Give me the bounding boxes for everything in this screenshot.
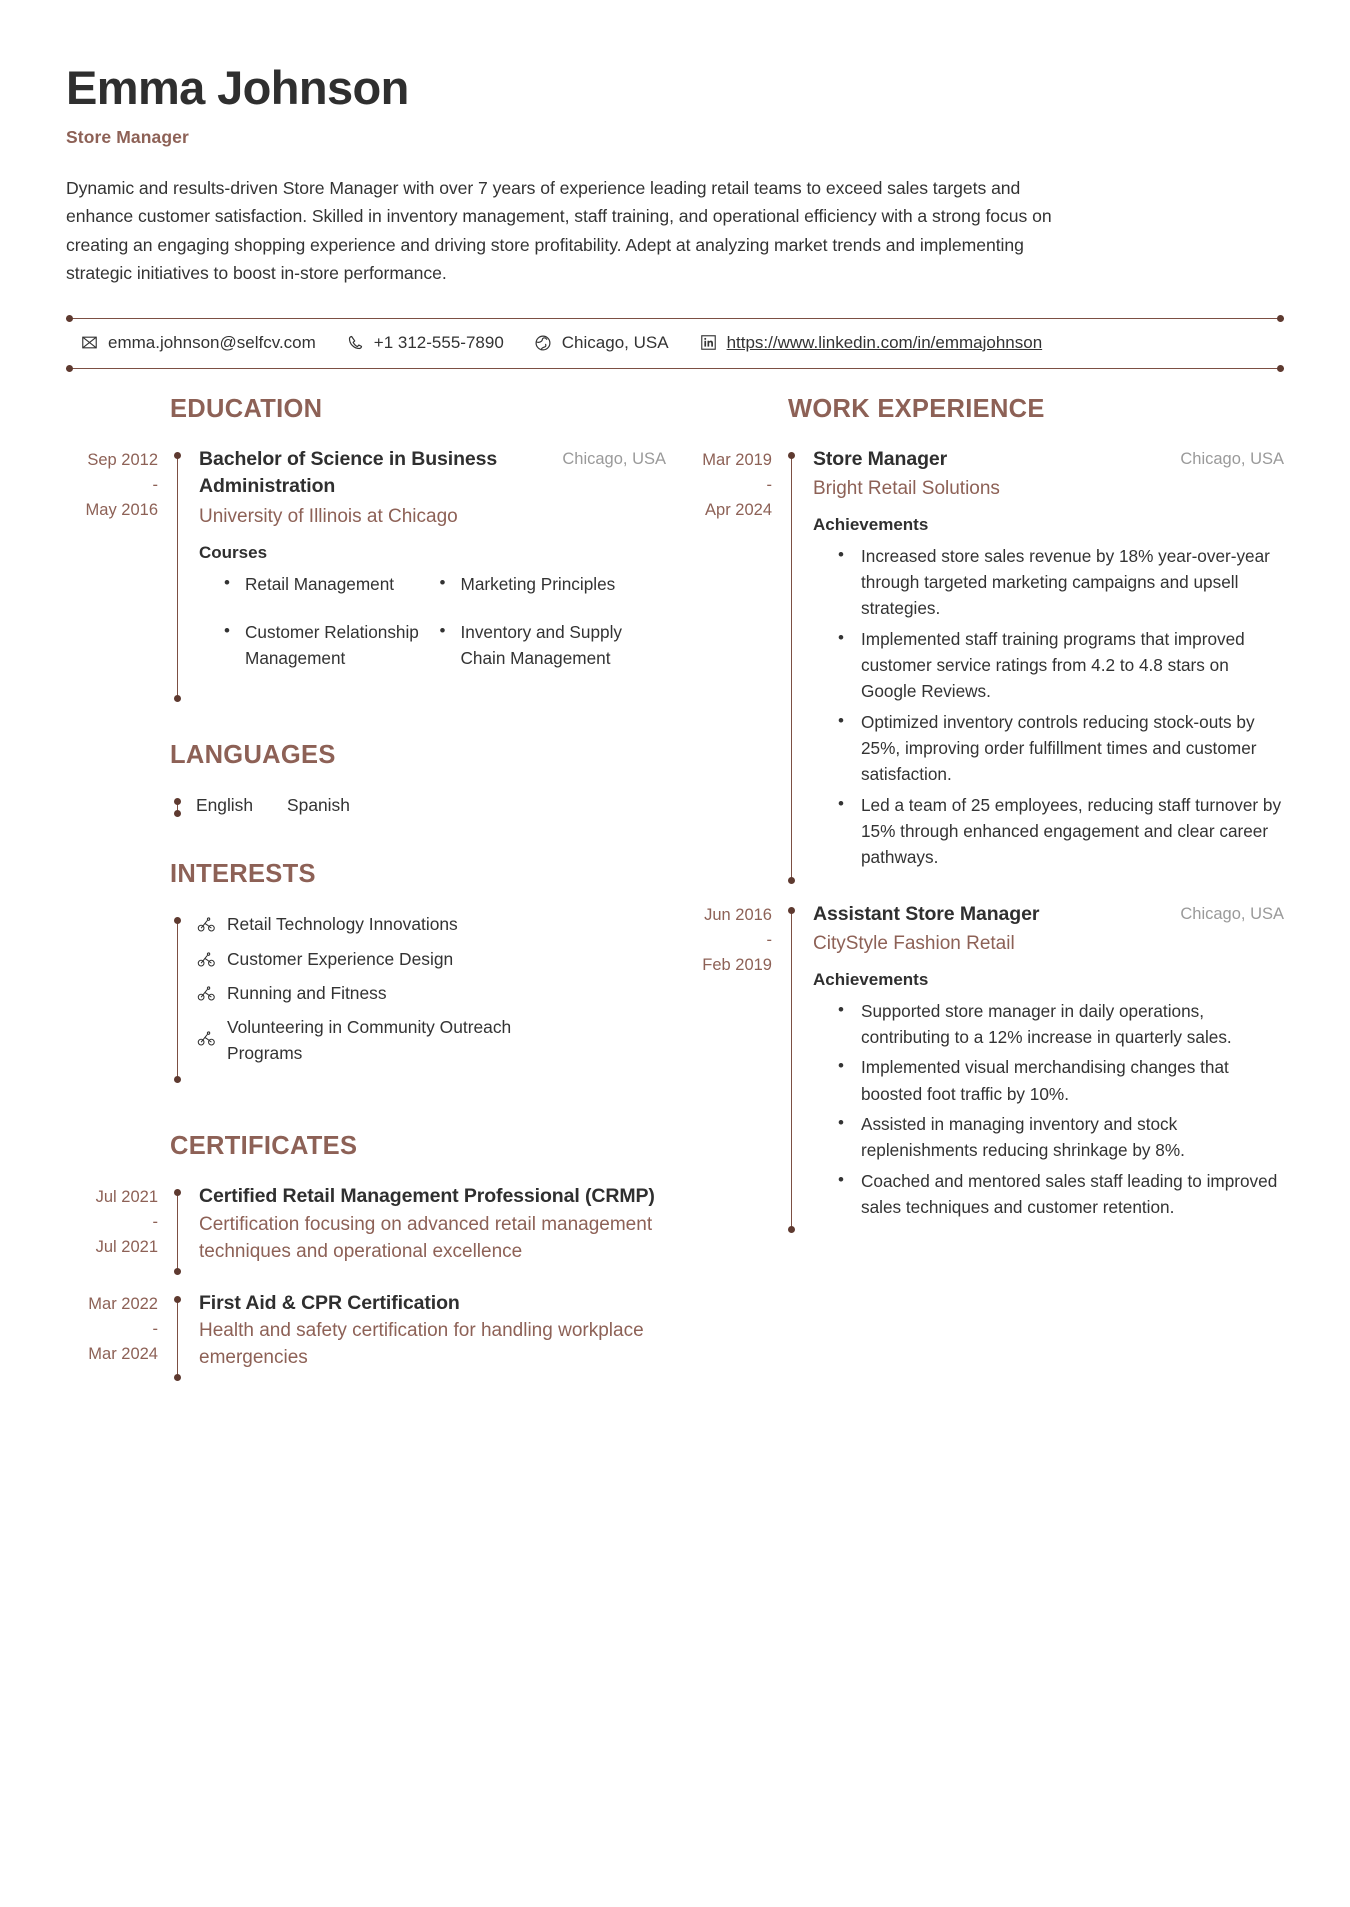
interest-item <box>196 911 666 937</box>
work-entry-body <box>801 901 1284 1235</box>
languages-entry-body <box>187 792 666 818</box>
achievement-item: • Assisted in managing inventory and stock replenishments reducing shrinkage by 8%. <box>859 1111 1284 1164</box>
work-entry-head <box>813 446 1284 503</box>
education-entry-dates <box>66 446 158 704</box>
timeline-bar <box>791 910 792 1231</box>
contact-location[interactable] <box>534 333 669 353</box>
course-item: • Retail Management <box>245 571 451 597</box>
linkedin-icon <box>699 333 718 352</box>
courses-grid <box>199 571 666 694</box>
work-entry-body <box>801 446 1284 885</box>
profile-summary: Dynamic and results-driven Store Manager with over 7 years of experience leading retail teams to exceed sales targets and enhance customer satisfaction. Skilled in inventory management, staff training, and operational efficiency with a strong focus on creating an engaging shopping experience and driving store profitability. Adept at analyzing market trends and implementing strategic initiatives to boost in-store performance. <box>66 177 1052 284</box>
achievement-item: • Supported store manager in daily operations, contributing to a 12% increase in quarterly sales. <box>859 998 1284 1051</box>
section-education <box>66 395 666 704</box>
contact-location-text: Chicago, USA <box>561 332 669 352</box>
work-entry <box>680 901 1284 1235</box>
interests-entry <box>66 911 666 1084</box>
timeline-marker <box>170 792 187 818</box>
date-end: May 2016 <box>85 500 158 519</box>
envelope-icon <box>80 333 99 352</box>
timeline-dot-bottom <box>174 1374 181 1381</box>
achievements-heading: Achievements <box>813 514 929 534</box>
timeline-dot-top <box>174 452 181 459</box>
section-title-work-experience: WORK EXPERIENCE <box>788 394 1045 423</box>
achievements-list <box>813 543 1284 871</box>
section-title-interests: INTERESTS <box>170 860 316 889</box>
language-item: Spanish <box>287 795 350 816</box>
certificate-description: Certification focusing on advanced retail management techniques and operational excellence <box>199 1213 653 1262</box>
section-interests <box>66 860 666 1084</box>
timeline-dot-top <box>174 917 181 924</box>
timeline-bar <box>177 1192 178 1272</box>
interest-label: Retail Technology Innovations <box>227 914 458 935</box>
education-entry-head <box>199 446 666 531</box>
section-certificates <box>66 1132 666 1382</box>
course-item: • Inventory and Supply Chain Management <box>461 619 667 672</box>
contact-phone[interactable] <box>346 333 504 353</box>
date-dash: - <box>152 475 158 494</box>
timeline-dot-top <box>788 452 795 459</box>
timeline-marker <box>784 446 801 885</box>
timeline-bar <box>791 455 792 881</box>
company-name: Bright Retail Solutions <box>813 478 1000 500</box>
timeline-bar <box>177 455 178 700</box>
course-item: • Marketing Principles <box>461 571 667 597</box>
contact-row <box>66 319 1284 368</box>
bicycle-icon <box>196 983 217 1004</box>
date-start: Jun 2016 <box>704 905 772 924</box>
courses-heading: Courses <box>199 542 268 562</box>
timeline-dot-top <box>174 1189 181 1196</box>
phone-icon <box>346 333 365 352</box>
achievements-heading: Achievements <box>813 969 929 989</box>
interest-item <box>196 980 666 1006</box>
certificate-entry <box>66 1290 666 1383</box>
timeline-dot-bottom <box>788 1226 795 1233</box>
certificate-entry-body <box>187 1183 666 1276</box>
education-entry <box>66 446 666 704</box>
work-location: Chicago, USA <box>1180 904 1284 923</box>
interest-item <box>196 1014 666 1066</box>
interest-item <box>196 946 666 972</box>
contact-linkedin[interactable] <box>699 333 1043 353</box>
languages-entry-dates <box>66 792 158 818</box>
timeline-dot-bottom <box>174 695 181 702</box>
achievement-item: • Optimized inventory controls reducing stock-outs by 25%, improving order fulfillment times and customer satisfaction. <box>859 709 1284 788</box>
languages-entry <box>66 792 666 818</box>
language-item: English <box>196 795 254 816</box>
section-title-languages: LANGUAGES <box>170 741 336 770</box>
languages-list <box>196 792 666 817</box>
interests-entry-dates <box>66 911 158 1084</box>
timeline-bar <box>177 920 178 1080</box>
timeline-bar <box>177 1299 178 1379</box>
timeline-marker <box>784 901 801 1235</box>
section-title-education: EDUCATION <box>170 394 323 423</box>
work-entry-dates <box>680 901 772 1235</box>
timeline-dot-top <box>788 907 795 914</box>
work-entry-head <box>813 901 1284 958</box>
school-name: University of Illinois at Chicago <box>199 506 458 527</box>
left-column <box>66 395 666 1397</box>
company-name: CityStyle Fashion Retail <box>813 933 1015 955</box>
timeline-marker <box>170 1290 187 1383</box>
certificate-description: Health and safety certification for handling workplace emergencies <box>199 1320 644 1369</box>
candidate-name: Emma Johnson <box>66 61 409 114</box>
date-end: Apr 2024 <box>705 500 772 519</box>
work-entry-dates <box>680 446 772 885</box>
resume-header <box>66 62 1284 288</box>
contact-phone-text: +1 312-555-7890 <box>373 332 504 352</box>
certificate-entry-body <box>187 1290 666 1383</box>
certificate-title: Certified Retail Management Professional (CRMP) <box>199 1185 655 1208</box>
certificate-title: First Aid & CPR Certification <box>199 1291 460 1314</box>
timeline-dot-bottom <box>174 1268 181 1275</box>
date-end: Feb 2019 <box>702 955 772 974</box>
contact-band <box>66 318 1284 369</box>
candidate-job-title: Store Manager <box>66 126 189 147</box>
date-start: Mar 2022 <box>88 1294 158 1313</box>
timeline-dot-bottom <box>174 810 181 817</box>
work-location: Chicago, USA <box>1180 449 1284 468</box>
timeline-dot-top <box>174 1296 181 1303</box>
contact-email-text: emma.johnson@selfcv.com <box>108 332 316 352</box>
section-work-experience <box>680 395 1284 1235</box>
date-dash: - <box>766 475 772 494</box>
bicycle-icon <box>196 949 217 970</box>
date-start: Mar 2019 <box>702 450 772 469</box>
job-title: Assistant Store Manager <box>813 902 1040 925</box>
interest-label: Running and Fitness <box>227 982 387 1003</box>
right-column <box>666 395 1284 1249</box>
timeline-dot-bottom <box>788 877 795 884</box>
timeline-marker <box>170 446 187 704</box>
date-start: Jul 2021 <box>95 1188 158 1207</box>
certificate-entry <box>66 1183 666 1276</box>
achievement-item: • Coached and mentored sales staff leading to improved sales techniques and customer retention. <box>859 1168 1284 1221</box>
job-title: Store Manager <box>813 447 948 470</box>
date-dash: - <box>152 1319 158 1338</box>
education-entry-body <box>187 446 666 704</box>
date-end: Mar 2024 <box>88 1344 158 1363</box>
interests-list <box>187 911 666 1084</box>
certificate-entry-dates <box>66 1183 158 1276</box>
course-item: • Customer Relationship Management <box>245 619 451 672</box>
timeline-dot-bottom <box>174 1076 181 1083</box>
certificate-entry-dates <box>66 1290 158 1383</box>
contact-rule-bottom <box>66 368 1284 369</box>
date-dash: - <box>766 930 772 949</box>
bicycle-icon <box>196 914 217 935</box>
work-entry <box>680 446 1284 885</box>
degree-title: Bachelor of Science in Business Administration <box>199 447 498 498</box>
achievements-list <box>813 998 1284 1221</box>
timeline-marker <box>170 1183 187 1276</box>
achievement-item: • Increased store sales revenue by 18% year-over-year through targeted marketing campaigns and upsell strategies. <box>859 543 1284 622</box>
interest-label: Volunteering in Community Outreach Programs <box>227 1016 512 1063</box>
education-location: Chicago, USA <box>562 449 666 468</box>
timeline-dot-top <box>174 798 181 805</box>
achievement-item: • Led a team of 25 employees, reducing staff turnover by 15% through enhanced engagement and clear career pathways. <box>859 792 1284 871</box>
work-entry-titles <box>813 446 1166 503</box>
timeline-marker <box>170 911 187 1084</box>
section-title-certificates: CERTIFICATES <box>170 1132 358 1161</box>
bicycle-icon <box>196 1028 217 1049</box>
location-icon <box>534 333 553 352</box>
section-languages <box>66 741 666 818</box>
contact-linkedin-link[interactable]: https://www.linkedin.com/in/emmajohnson <box>726 332 1043 352</box>
education-entry-titles <box>199 446 548 531</box>
contact-email[interactable] <box>80 333 316 353</box>
date-start: Sep 2012 <box>87 450 158 469</box>
achievement-item: • Implemented visual merchandising changes that boosted foot traffic by 10%. <box>859 1054 1284 1107</box>
resume-body <box>66 395 1284 1397</box>
work-entry-titles <box>813 901 1166 958</box>
contact-rule-top <box>66 318 1284 319</box>
date-end: Jul 2021 <box>95 1238 158 1257</box>
interest-label: Customer Experience Design <box>227 948 454 969</box>
date-dash: - <box>152 1213 158 1232</box>
achievement-item: • Implemented staff training programs that improved customer service ratings from 4.2 to 4.8 stars on Google Reviews. <box>859 626 1284 705</box>
